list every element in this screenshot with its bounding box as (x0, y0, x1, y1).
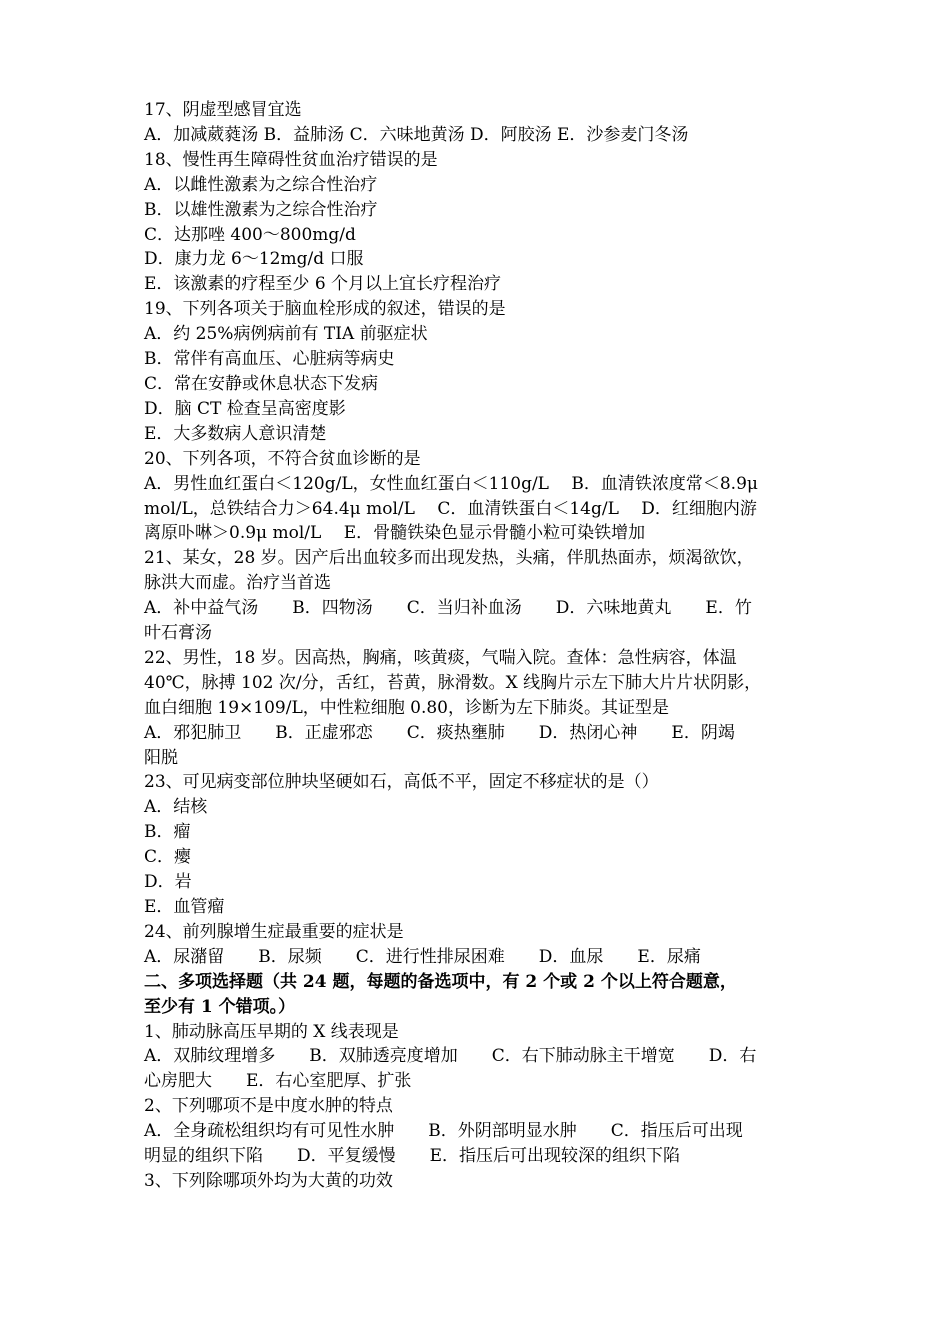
section-heading-line-1: 二、多项选择题（共 24 题，每题的备选项中，有 2 个或 2 个以上符合题意， (144, 971, 737, 992)
multi-question-2-options-line-1: A．全身疏松组织均有可见性水肿 B．外阴部明显水肿 C．指压后可出现 (144, 1121, 743, 1142)
question-23-option-d: D．岩 (144, 872, 192, 893)
question-22-stem-line-1: 22、男性，18 岁。因高热，胸痛，咳黄痰，气喘入院。查体：急性病容，体温 (144, 647, 737, 668)
multi-question-1-options-line-1: A．双肺纹理增多 B．双肺透亮度增加 C．右下肺动脉主干增宽 D．右 (144, 1046, 757, 1067)
question-22-stem-line-3: 血白细胞 19×109/L，中性粒细胞 0.80，诊断为左下肺炎。其证型是 (144, 697, 669, 718)
question-22-stem-line-2: 40℃，脉搏 102 次/分，舌红，苔黄，脉滑数。X 线胸片示左下肺大片片状阴影， (144, 672, 762, 693)
question-24-options: A．尿潴留 B．尿频 C．进行性排尿困难 D．血尿 E．尿痛 (144, 946, 701, 967)
question-21-stem-line-2: 脉洪大而虚。治疗当首选 (144, 573, 331, 594)
question-20-options-line-1: A．男性血红蛋白＜120g/L，女性血红蛋白＜110g/L B．血清铁浓度常＜8.9μ (144, 473, 758, 494)
multi-question-1-options-line-2: 心房肥大 E．右心室肥厚、扩张 (144, 1071, 412, 1092)
question-18-option-c: C．达那唑 400～800mg/d (144, 224, 356, 245)
multi-question-2-options-line-2: 明显的组织下陷 D．平复缓慢 E．指压后可出现较深的组织下陷 (144, 1146, 681, 1167)
question-19-option-b: B．常伴有高血压、心脏病等病史 (144, 349, 395, 370)
question-19-option-a: A．约 25%病例病前有 TIA 前驱症状 (144, 324, 428, 345)
question-18-option-a: A．以雌性激素为之综合性治疗 (144, 174, 378, 195)
question-18-stem: 18、慢性再生障碍性贫血治疗错误的是 (144, 149, 438, 170)
question-23-option-e: E．血管瘤 (144, 897, 225, 917)
document-page (144, 98, 808, 1194)
question-19-option-d: D．脑 CT 检查呈高密度影 (144, 398, 346, 419)
question-23-option-c: C．瘿 (144, 847, 192, 868)
multi-question-3-stem: 3、下列除哪项外均为大黄的功效 (144, 1170, 393, 1191)
multi-question-1-stem: 1、肺动脉高压早期的 X 线表现是 (144, 1021, 399, 1042)
question-21-stem-line-1: 21、某女，28 岁。因产后出血较多而出现发热，头痛，伴肌热面赤，烦渴欲饮， (144, 548, 754, 569)
question-17-stem: 17、阴虚型感冒宜选 (144, 100, 302, 120)
question-20-options-line-3: 离原卟啉＞0.9μ mol/L E．骨髓铁染色显示骨髓小粒可染铁增加 (144, 523, 646, 544)
question-18-option-d: D．康力龙 6～12mg/d 口服 (144, 249, 364, 270)
question-22-options-line-1: A．邪犯肺卫 B．正虚邪恋 C．痰热壅肺 D．热闭心神 E．阴竭 (144, 722, 735, 743)
question-18-option-b: B．以雄性激素为之综合性治疗 (144, 199, 378, 220)
question-19-stem: 19、下列各项关于脑血栓形成的叙述，错误的是 (144, 299, 506, 320)
question-20-stem: 20、下列各项，不符合贫血诊断的是 (144, 448, 421, 469)
question-23-option-b: B．瘤 (144, 822, 191, 843)
section-heading-line-2: 至少有 1 个错项。） (144, 996, 296, 1017)
question-22-options-line-2: 阳脱 (144, 747, 178, 768)
question-17-options: A．加减葳蕤汤 B．益肺汤 C．六味地黄汤 D．阿胶汤 E．沙参麦门冬汤 (144, 124, 689, 145)
question-21-options-line-1: A．补中益气汤 B．四物汤 C．当归补血汤 D．六味地黄丸 E．竹 (144, 598, 752, 619)
question-19-option-e: E．大多数病人意识清楚 (144, 423, 327, 444)
question-21-options-line-2: 叶石膏汤 (144, 623, 212, 644)
question-20-options-line-2: mol/L，总铁结合力＞64.4μ mol/L C．血清铁蛋白＜14g/L D．红细胞内游 (144, 498, 757, 519)
question-18-option-e: E．该激素的疗程至少 6 个月以上宜长疗程治疗 (144, 274, 502, 295)
question-19-option-c: C．常在安静或休息状态下发病 (144, 373, 379, 394)
question-24-stem: 24、前列腺增生症最重要的症状是 (144, 921, 404, 942)
multi-question-2-stem: 2、下列哪项不是中度水肿的特点 (144, 1096, 393, 1117)
question-23-option-a: A．结核 (144, 797, 208, 818)
question-23-stem: 23、可见病变部位肿块坚硬如石，高低不平，固定不移症状的是（） (144, 772, 659, 793)
